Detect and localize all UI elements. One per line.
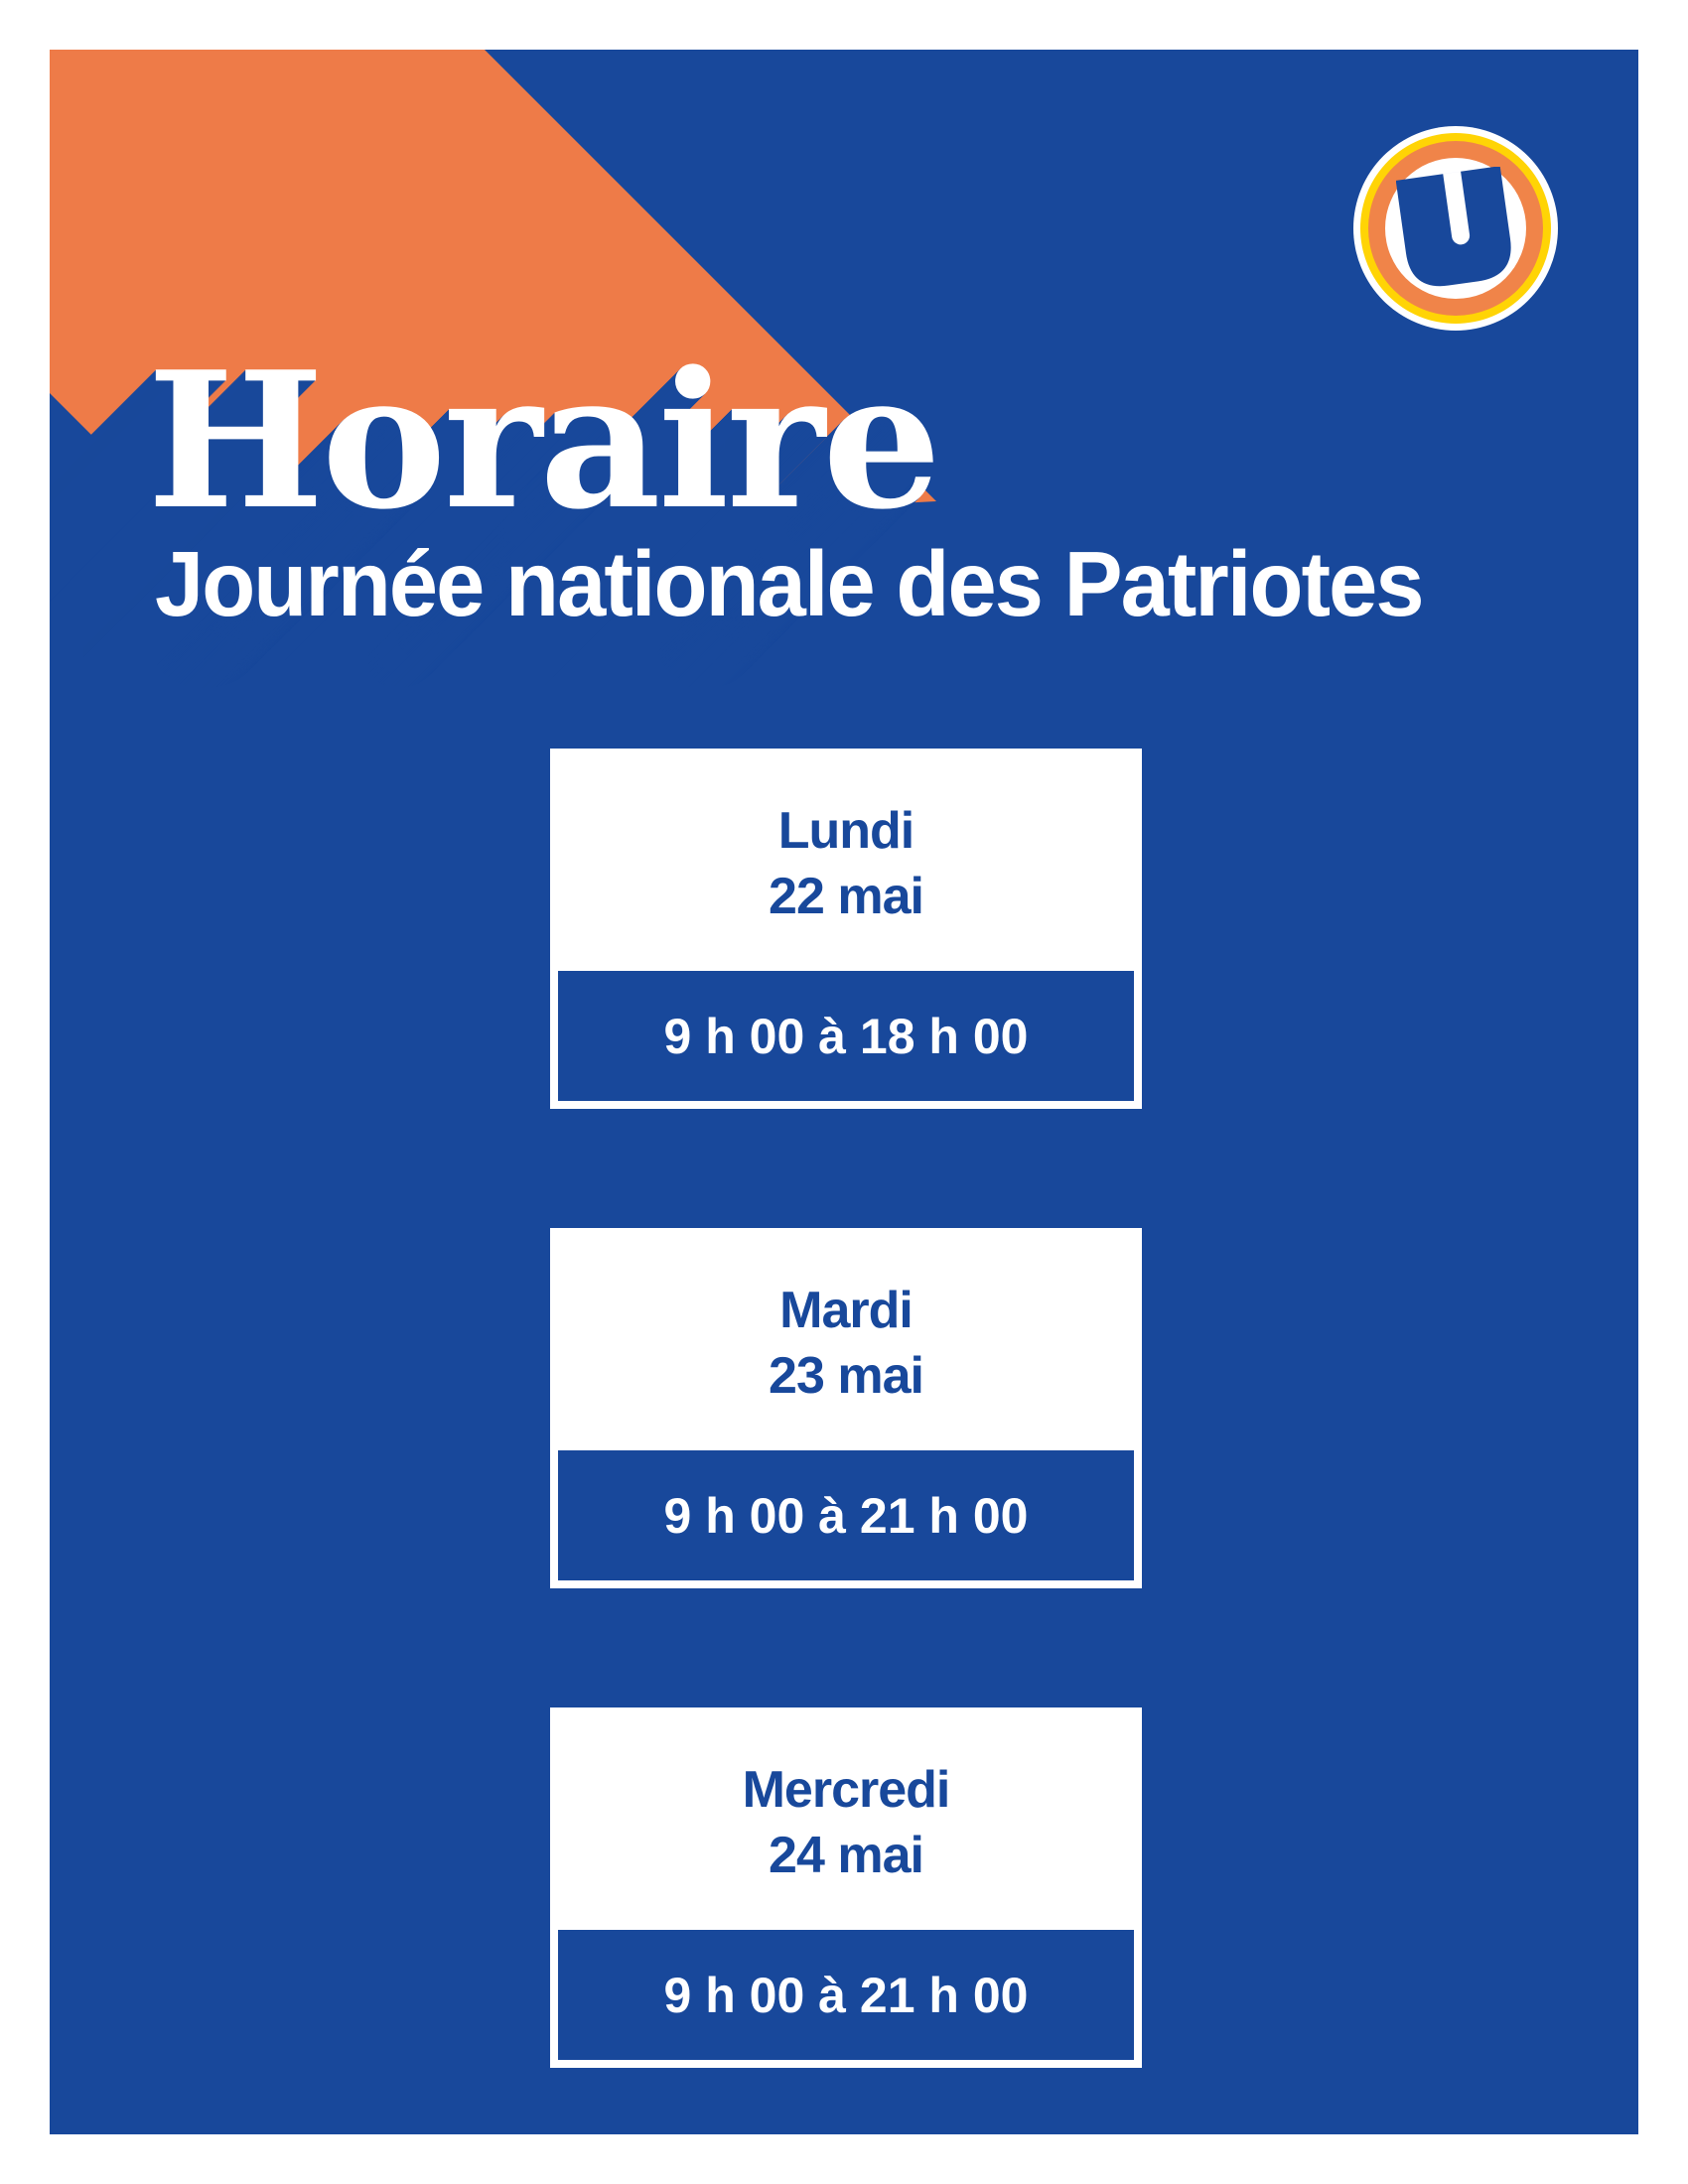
poster-title: Horaire — [147, 331, 939, 551]
card-date: 22 mai — [769, 868, 923, 925]
logo-yellow-ring — [1360, 133, 1551, 324]
card-day-date — [550, 1228, 1142, 1409]
card-day: Lundi — [777, 802, 914, 860]
schedule-card — [550, 1228, 1142, 1588]
card-hours-panel — [558, 1930, 1134, 2060]
card-hours-panel — [558, 971, 1134, 1101]
card-day-date — [550, 1707, 1142, 1888]
card-hours: 9 h 00 à 18 h 00 — [663, 1008, 1029, 1064]
logo-u-icon — [1396, 167, 1515, 290]
logo-white-disc — [1385, 158, 1526, 299]
card-hours: 9 h 00 à 21 h 00 — [663, 1967, 1029, 2023]
schedule-card — [550, 1707, 1142, 2068]
schedule-card — [550, 749, 1142, 1109]
logo-orange-ring — [1368, 141, 1543, 316]
card-date: 24 mai — [769, 1827, 923, 1884]
card-hours-panel — [558, 1450, 1134, 1580]
uniprix-logo — [1353, 126, 1558, 331]
card-hours: 9 h 00 à 21 h 00 — [663, 1487, 1029, 1544]
card-day-date — [550, 749, 1142, 929]
poster-subtitle: Journée nationale des Patriotes — [155, 532, 1423, 635]
card-day: Mercredi — [742, 1761, 950, 1819]
poster-background — [50, 50, 1638, 2134]
card-day: Mardi — [779, 1282, 913, 1339]
card-date: 23 mai — [769, 1347, 923, 1405]
